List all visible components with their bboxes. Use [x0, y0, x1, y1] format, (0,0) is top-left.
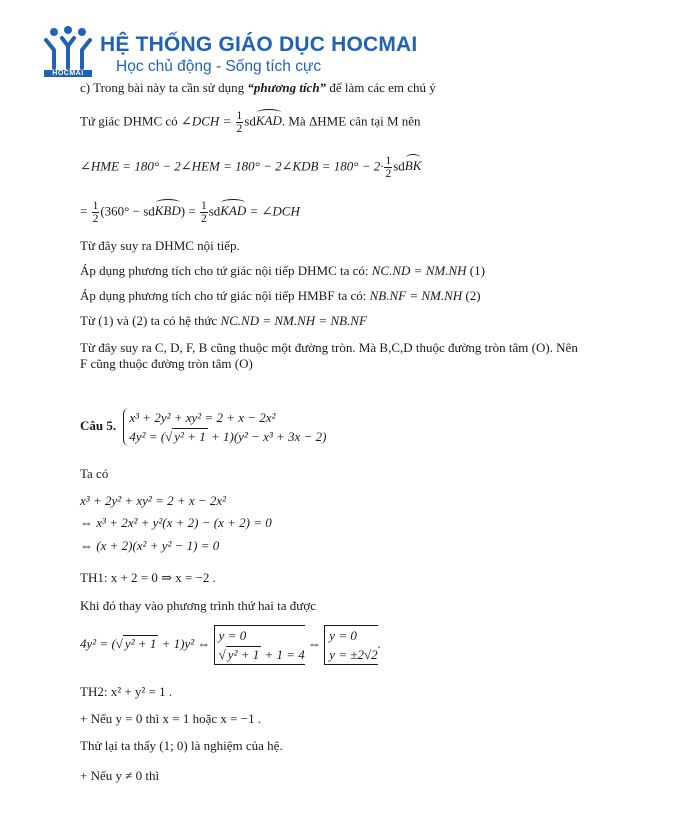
- denominator: 2: [92, 213, 99, 225]
- check-solution: Thử lại ta thấy (1; 0) là nghiệm của hệ.: [80, 738, 283, 753]
- denominator: 2: [236, 123, 243, 135]
- text: c) Trong bài này ta cần sử dụng: [80, 80, 248, 95]
- sd: sd: [208, 203, 221, 219]
- ta-co: Ta có: [80, 466, 109, 481]
- denominator: 2: [385, 168, 392, 180]
- logo-text: HOCMAI: [44, 70, 92, 77]
- math: NB.NF = NM.NH: [369, 288, 463, 303]
- math: = ∠DCH: [246, 203, 300, 219]
- math: ∠DCH =: [180, 113, 235, 129]
- eq-part: 4y² = (: [80, 635, 116, 651]
- eq-part: + 1)y² ⇔: [158, 635, 211, 651]
- step-1: x³ + 2y² + xy² = 2 + x − 2x²: [80, 493, 227, 508]
- system: [123, 408, 326, 446]
- sqrt: y² + 1: [227, 647, 260, 662]
- line-hme: [80, 155, 421, 180]
- slogan: Học chủ động - Sống tích cực: [116, 58, 322, 75]
- option: √ y² + 1 + 1 = 4: [218, 647, 305, 662]
- text: để làm các em chú ý: [326, 80, 436, 95]
- text: Tứ giác DHMC có: [80, 113, 181, 129]
- math: ∠HME = 180° − 2∠HEM = 180° − 2∠KDB = 180° − 2·: [80, 158, 384, 174]
- eq-part: + 1)(y² − x³ + 3x − 2): [207, 429, 327, 444]
- text: Từ (1) và (2) ta có hệ thức: [80, 313, 221, 328]
- emphasis: “phương tích”: [247, 80, 327, 95]
- equation-2: 4y² = (√ y² + 1 + 1)(y² − x³ + 3x − 2): [129, 429, 327, 444]
- brand-title: HỆ THỐNG GIÁO DỤC HOCMAI: [100, 33, 418, 56]
- line-conclusion-1: Từ đây suy ra C, D, F, B cũng thuộc một đường tròn. Mà B,C,D thuộc đường tròn tâm (O). Nên: [80, 340, 578, 355]
- step-3: ⇔ (x + 2)(x² + y² − 1) = 0: [80, 538, 220, 553]
- line-relation: [80, 313, 367, 329]
- numerator: 1: [200, 200, 207, 212]
- numerator: 1: [92, 200, 99, 212]
- iff: ⇔: [308, 635, 322, 651]
- bracket-1: [214, 625, 305, 665]
- if-y-nonzero: + Nếu y ≠ 0 thì: [80, 768, 160, 783]
- arc-kad: KAD: [255, 113, 282, 129]
- text: Áp dụng phương tích cho tứ giác nội tiếp DHMC ta có:: [80, 263, 372, 278]
- math: ) =: [180, 203, 199, 219]
- question-5: [80, 408, 326, 446]
- option: y = 0: [329, 628, 357, 643]
- arc-bk: BK: [404, 158, 422, 174]
- math: NC.ND = NM.NH = NB.NF: [220, 313, 367, 328]
- text: Áp dụng phương tích cho tứ giác nội tiếp HMBF ta có:: [80, 288, 370, 303]
- eq-part: 4y² = (: [129, 429, 166, 444]
- case-1: TH1: x + 2 = 0 ⇒ x = −2 .: [80, 570, 216, 585]
- period: .: [377, 635, 381, 651]
- arc-kbd: KBD: [154, 203, 181, 219]
- numerator: 1: [385, 155, 392, 167]
- step-2: ⇔ x³ + 2x² + y²(x + 2) − (x + 2) = 0: [80, 515, 272, 530]
- sd: sd: [393, 158, 405, 174]
- line-power-1: [80, 263, 485, 279]
- math: NC.ND = NM.NH: [371, 263, 467, 278]
- line-power-2: [80, 288, 481, 304]
- eq-part: + 1 = 4: [261, 647, 305, 662]
- case-2: TH2: x² + y² = 1 .: [80, 684, 173, 699]
- question-label: Câu 5.: [80, 417, 117, 433]
- text: (1): [466, 263, 485, 278]
- line-inscribed: Từ đây suy ra DHMC nội tiếp.: [80, 238, 240, 253]
- arc-kad: KAD: [220, 203, 247, 219]
- part-c-line: [80, 80, 436, 96]
- denominator: 2: [200, 213, 207, 225]
- text: (2): [462, 288, 481, 303]
- numerator: 1: [236, 110, 243, 122]
- option: y = 0: [218, 628, 247, 643]
- text: . Mà ΔHME cân tại M nên: [281, 113, 421, 129]
- fraction: [384, 155, 392, 180]
- sd: sd: [244, 113, 256, 129]
- bracket-2: [324, 625, 377, 665]
- hocmai-logo-icon: [44, 26, 92, 70]
- equation-1: x³ + 2y² + xy² = 2 + x − 2x²: [129, 410, 276, 425]
- line-360: = $\frac{1}{2}$ (360° − sdKBD) = $\frac{1}{2}$ sdKAD = ∠DCH: [80, 200, 300, 225]
- fraction: [236, 110, 244, 135]
- if-y-zero: + Nếu y = 0 thì x = 1 hoặc x = −1 .: [80, 711, 262, 726]
- case-1-equation: 4y² = (√ y² + 1 + 1)y² ⇔ y = 0 √ y² + 1 + 1 = 4 ⇔ y = 0 y = ±2√2 .: [80, 625, 381, 665]
- line-dhmc: [80, 110, 421, 135]
- math: (360° − sd: [100, 203, 155, 219]
- fraction: [92, 200, 100, 225]
- sqrt: y² + 1: [174, 429, 206, 444]
- substitute-text: Khi đó thay vào phương trình thứ hai ta được: [80, 598, 316, 613]
- sqrt: y² + 1: [124, 635, 157, 651]
- fraction: [200, 200, 208, 225]
- option: y = ±2√2: [329, 647, 378, 662]
- line-conclusion-2: F cũng thuộc đường tròn tâm (O): [80, 356, 253, 371]
